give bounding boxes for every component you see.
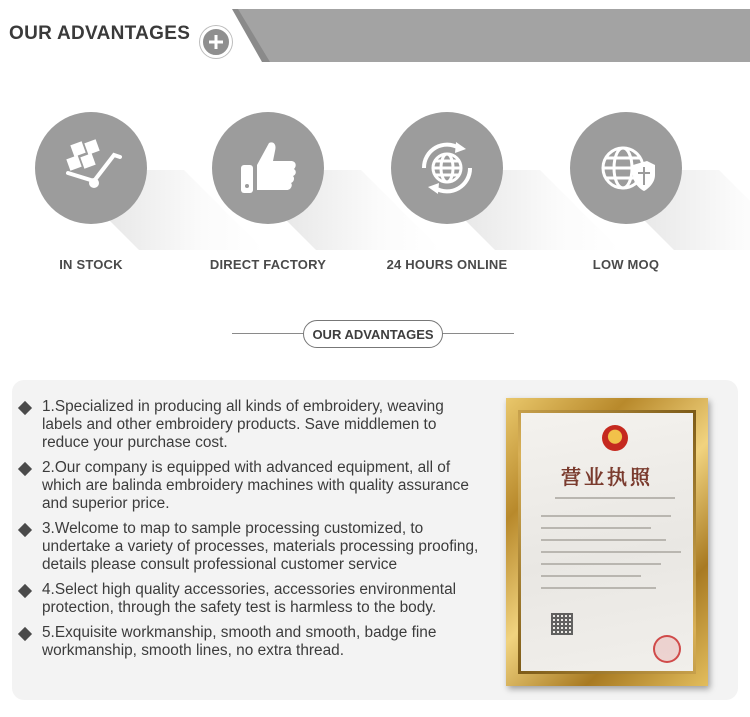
- plus-icon[interactable]: [200, 26, 232, 58]
- header-title: OUR ADVANTAGES: [9, 23, 191, 44]
- list-item-text: 1.Specialized in producing all kinds of embroidery, weaving labels and other embroidery products. Save middlemen to reduce your purchase cost.: [42, 398, 444, 451]
- thumbs-up-icon: [235, 135, 301, 201]
- list-item-text: 3.Welcome to map to sample processing customized, to undertake a variety of processes, materials processing proofing, details please consult professional customer service: [42, 520, 479, 573]
- header-band: [0, 9, 750, 62]
- diamond-bullet-icon: [18, 627, 32, 641]
- certificate-text-line: [541, 539, 666, 541]
- list-item: [18, 520, 483, 574]
- diamond-bullet-icon: [18, 462, 32, 476]
- divider-line-left: [232, 333, 304, 334]
- diamond-bullet-icon: [18, 584, 32, 598]
- list-item-text: 4.Select high quality accessories, accessories environmental protection, through the safety test is harmless to the body.: [42, 581, 457, 616]
- certificate-text-line: [541, 575, 641, 577]
- list-item: [18, 459, 483, 513]
- feature-circle: [35, 112, 147, 224]
- certificate-text-line: [541, 587, 656, 589]
- list-item-text: 5.Exquisite workmanship, smooth and smooth, badge fine workmanship, smooth lines, no extra thread.: [42, 624, 437, 659]
- red-seal-icon: [653, 635, 681, 663]
- list-item: [18, 624, 483, 660]
- feature-24-hours-online: [386, 112, 541, 282]
- diamond-bullet-icon: [18, 523, 32, 537]
- divider-line-right: [442, 333, 514, 334]
- feature-label: LOW MOQ: [592, 257, 660, 272]
- list-item: [18, 398, 483, 452]
- feature-in-stock: [35, 112, 185, 282]
- qr-code-icon: [551, 613, 573, 635]
- hand-truck-icon: [58, 135, 124, 201]
- feature-label: IN STOCK: [59, 257, 123, 272]
- feature-direct-factory: [209, 112, 362, 282]
- business-license-image: [521, 413, 693, 671]
- national-emblem-icon: [602, 425, 628, 451]
- feature-label: DIRECT FACTORY: [209, 257, 327, 272]
- global-shield-icon: [593, 135, 659, 201]
- certificate-text-line: [541, 515, 671, 517]
- section-title-pill: OUR ADVANTAGES: [303, 320, 443, 348]
- certificate-text-line: [541, 551, 681, 553]
- certificate-frame: [506, 398, 708, 686]
- globe-refresh-icon: [414, 135, 480, 201]
- certificate-inner-border: [518, 410, 696, 674]
- diamond-bullet-icon: [18, 401, 32, 415]
- feature-low-moq: [570, 112, 720, 282]
- list-item: [18, 581, 483, 617]
- feature-circle: [570, 112, 682, 224]
- certificate-text-line: [541, 527, 651, 529]
- certificate-text-line: [541, 563, 661, 565]
- certificate-title: 营业执照: [561, 465, 653, 489]
- certificate-text-line: [555, 497, 675, 499]
- feature-label: 24 HOURS ONLINE: [386, 257, 508, 272]
- feature-circle: [391, 112, 503, 224]
- list-item-text: 2.Our company is equipped with advanced equipment, all of which are balinda embroidery machines with quality assurance and superior price.: [42, 459, 469, 512]
- advantages-list: [18, 398, 483, 667]
- feature-circle: [212, 112, 324, 224]
